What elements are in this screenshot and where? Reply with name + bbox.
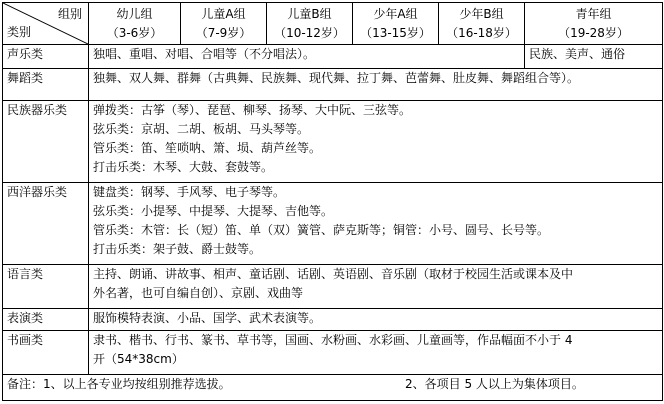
row-language bbox=[3, 265, 663, 309]
group-age: （7-9岁） bbox=[195, 25, 252, 40]
category-cell: 语言类 bbox=[3, 265, 89, 309]
note-2: 2、各项目 5 人以上为集体项目。 bbox=[405, 377, 584, 391]
vocal-youth-content: 民族、美声、通俗 bbox=[525, 45, 663, 69]
language-line-2: 外名著，也可自编自创）、京剧、戏曲等 bbox=[93, 286, 304, 300]
group-name: 幼儿组 bbox=[116, 6, 153, 21]
vocal-content: 独唱、重唱、对唱、合唱等（不分唱法）。 bbox=[89, 45, 525, 69]
corner-diagonal-cell bbox=[3, 3, 89, 45]
row-folk-instruments bbox=[3, 101, 663, 183]
group-age: （3-6岁） bbox=[106, 25, 163, 40]
painting-content bbox=[89, 331, 663, 375]
category-cell: 表演类 bbox=[3, 309, 89, 331]
category-cell: 西洋器乐类 bbox=[3, 183, 89, 265]
western-content bbox=[89, 183, 663, 265]
performance-content: 服饰模特表演、小品、国学、武术表演等。 bbox=[89, 309, 663, 331]
row-notes bbox=[3, 375, 663, 401]
folk-line-percussion: 打击乐类：木琴、大鼓、套鼓等。 bbox=[93, 160, 274, 174]
language-content bbox=[89, 265, 663, 309]
group-age: （19-28岁） bbox=[558, 25, 629, 40]
row-western-instruments bbox=[3, 183, 663, 265]
category-cell: 书画类 bbox=[3, 331, 89, 375]
painting-line-2: 开（54*38cm） bbox=[93, 352, 184, 366]
category-table bbox=[2, 2, 663, 401]
category-cell: 声乐类 bbox=[3, 45, 89, 69]
header-row bbox=[3, 3, 663, 45]
western-line-winds: 管乐类：木管：长（短）笛、单（双）簧管、萨克斯等；铜管：小号、圆号、长号等。 bbox=[93, 223, 550, 237]
group-header-youth bbox=[525, 3, 663, 45]
dance-content: 独舞、双人舞、群舞（古典舞、民族舞、现代舞、拉丁舞、芭蕾舞、肚皮舞、舞蹈组合等）。 bbox=[89, 69, 663, 101]
group-header-kindergarten bbox=[89, 3, 181, 45]
folk-line-winds: 管乐类：笛、笙唢呐、箫、埙、葫芦丝等。 bbox=[93, 141, 322, 155]
group-name: 儿童A组 bbox=[201, 6, 246, 21]
western-line-percussion: 打击乐类：架子鼓、爵士鼓等。 bbox=[93, 242, 262, 256]
western-line-strings: 弦乐类：小提琴、中提琴、大提琴、吉他等。 bbox=[93, 204, 334, 218]
group-name: 青年组 bbox=[575, 6, 612, 21]
note-1: 备注：1、以上各专业均按组别推荐选拔。 bbox=[7, 377, 231, 391]
group-header-teen-a bbox=[353, 3, 439, 45]
group-age: （10-12岁） bbox=[274, 25, 345, 40]
group-name: 儿童B组 bbox=[287, 6, 332, 21]
painting-line-1: 隶书、楷书、行书、篆书、草书等，国画、水粉画、水彩画、儿童画等，作品幅面不小于 4 bbox=[93, 333, 573, 347]
folk-content bbox=[89, 101, 663, 183]
group-name: 少年A组 bbox=[373, 6, 418, 21]
row-vocal bbox=[3, 45, 663, 69]
row-painting bbox=[3, 331, 663, 375]
group-header-child-a bbox=[181, 3, 267, 45]
corner-category-label: 类别 bbox=[7, 25, 32, 39]
row-performance bbox=[3, 309, 663, 331]
group-header-teen-b bbox=[439, 3, 525, 45]
category-cell: 舞蹈类 bbox=[3, 69, 89, 101]
row-dance bbox=[3, 69, 663, 101]
group-age: （13-15岁） bbox=[360, 25, 431, 40]
corner-group-label: 组别 bbox=[57, 7, 82, 21]
western-line-keyboard: 键盘类：钢琴、手风琴、电子琴等。 bbox=[93, 185, 286, 199]
group-age: （16-18岁） bbox=[446, 25, 517, 40]
notes-cell bbox=[3, 375, 663, 401]
group-name: 少年B组 bbox=[459, 6, 504, 21]
folk-line-plucked: 弹拨类：古筝（琴）、琵琶、柳琴、扬琴、大中阮、三弦等。 bbox=[93, 103, 412, 117]
folk-line-strings: 弦乐类：京胡、二胡、板胡、马头琴等。 bbox=[93, 122, 310, 136]
category-cell: 民族器乐类 bbox=[3, 101, 89, 183]
language-line-1: 主持、朗诵、讲故事、相声、童话剧、话剧、英语剧、音乐剧（取材于校园生活或课本及中 bbox=[93, 267, 574, 281]
group-header-child-b bbox=[267, 3, 353, 45]
